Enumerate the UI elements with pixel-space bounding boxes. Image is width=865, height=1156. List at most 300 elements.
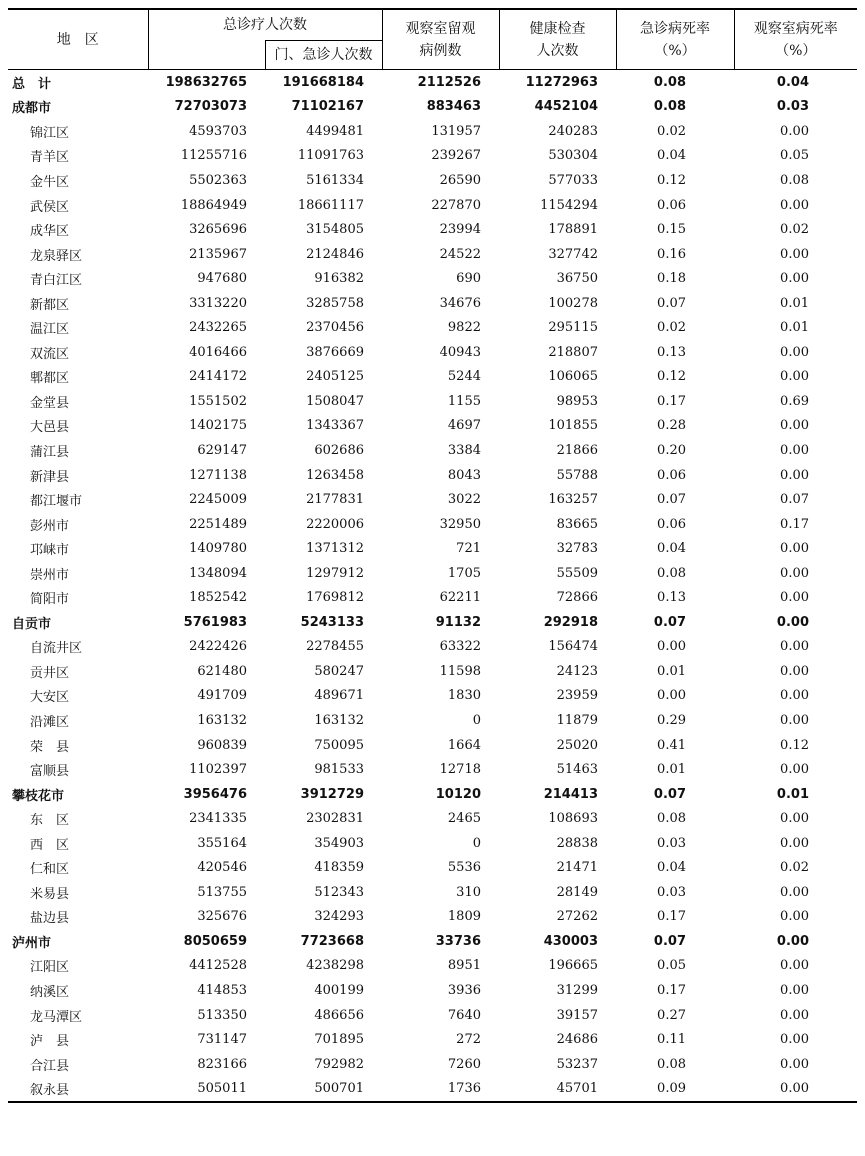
outpatient-emergency-cell: 4499481 bbox=[306, 123, 364, 139]
table-row bbox=[8, 610, 857, 635]
table-row bbox=[8, 242, 857, 267]
outpatient-emergency-cell: 18661117 bbox=[297, 197, 364, 213]
emergency-mortality-cell: 0.20 bbox=[657, 442, 686, 458]
header-observation-mortality bbox=[734, 9, 857, 70]
header-outpatient-emergency: 门、急诊人次数 bbox=[265, 41, 382, 70]
outpatient-emergency-cell: 3912729 bbox=[300, 786, 364, 802]
outpatient-emergency-cell: 1297912 bbox=[306, 565, 364, 581]
health-check-cell: 36750 bbox=[556, 271, 598, 287]
outpatient-emergency-cell: 2370456 bbox=[306, 320, 364, 336]
health-check-cell: 24686 bbox=[556, 1032, 598, 1048]
total-visits-cell: 163132 bbox=[197, 712, 247, 728]
header-health-check-line2: 人次数 bbox=[536, 42, 579, 59]
header-emergency-mortality bbox=[616, 9, 734, 70]
region-name-cell: 成都市 bbox=[12, 101, 52, 117]
observation-cases-cell: 9822 bbox=[447, 320, 481, 336]
table-row bbox=[8, 733, 857, 758]
outpatient-emergency-cell: 5161334 bbox=[306, 172, 364, 188]
table-row bbox=[8, 1027, 857, 1052]
observation-cases-cell: 131957 bbox=[431, 123, 481, 139]
outpatient-emergency-cell: 701895 bbox=[314, 1032, 364, 1048]
total-visits-cell: 2135967 bbox=[189, 246, 247, 262]
outpatient-emergency-cell: 191668184 bbox=[282, 74, 364, 90]
total-visits-cell: 8050659 bbox=[183, 933, 247, 949]
emergency-mortality-cell: 0.27 bbox=[657, 1007, 686, 1023]
table-row bbox=[8, 856, 857, 881]
observation-mortality-cell: 0.00 bbox=[780, 541, 809, 557]
total-visits-cell: 731147 bbox=[197, 1032, 247, 1048]
observation-cases-cell: 272 bbox=[456, 1032, 481, 1048]
emergency-mortality-cell: 0.16 bbox=[657, 246, 686, 262]
outpatient-emergency-cell: 418359 bbox=[314, 860, 364, 876]
emergency-mortality-cell: 0.13 bbox=[657, 344, 686, 360]
health-check-cell: 100278 bbox=[548, 295, 598, 311]
header-observation-mortality-line2: （%） bbox=[775, 42, 817, 59]
observation-cases-cell: 63322 bbox=[439, 639, 481, 655]
health-check-cell: 240283 bbox=[548, 123, 598, 139]
region-name-cell: 自贡市 bbox=[12, 616, 52, 632]
observation-mortality-cell: 0.00 bbox=[780, 811, 809, 827]
health-check-cell: 27262 bbox=[556, 909, 598, 925]
table-row bbox=[8, 659, 857, 684]
total-visits-cell: 72703073 bbox=[174, 99, 247, 115]
observation-mortality-cell: 0.00 bbox=[780, 688, 809, 704]
total-visits-cell: 3956476 bbox=[183, 786, 247, 802]
observation-cases-cell: 1830 bbox=[447, 688, 481, 704]
observation-mortality-cell: 0.00 bbox=[780, 123, 809, 139]
outpatient-emergency-cell: 512343 bbox=[314, 884, 364, 900]
observation-mortality-cell: 0.02 bbox=[780, 222, 809, 238]
observation-mortality-cell: 0.00 bbox=[734, 1076, 857, 1102]
observation-mortality-cell: 0.00 bbox=[780, 369, 809, 385]
health-check-cell: 106065 bbox=[548, 369, 598, 385]
observation-cases-cell: 11598 bbox=[439, 663, 481, 679]
statistics-table bbox=[8, 8, 857, 1103]
region-name-cell: 青白江区 bbox=[30, 273, 83, 289]
observation-cases-cell: 7640 bbox=[447, 1007, 481, 1023]
health-check-cell: 24123 bbox=[556, 663, 598, 679]
outpatient-emergency-cell: 916382 bbox=[314, 271, 364, 287]
header-region: 地 区 bbox=[8, 9, 148, 70]
emergency-mortality-cell: 0.07 bbox=[653, 614, 686, 630]
emergency-mortality-cell: 0.06 bbox=[657, 516, 686, 532]
table-row bbox=[8, 708, 857, 733]
total-visits-cell: 947680 bbox=[197, 271, 247, 287]
emergency-mortality-cell: 0.04 bbox=[657, 860, 686, 876]
health-check-cell: 28838 bbox=[556, 835, 598, 851]
region-name-cell: 温江区 bbox=[30, 322, 70, 338]
health-check-cell: 51463 bbox=[556, 762, 598, 778]
table-row bbox=[8, 266, 857, 291]
emergency-mortality-cell: 0.13 bbox=[657, 590, 686, 606]
total-visits-cell: 355164 bbox=[197, 835, 247, 851]
region-name-cell: 自流井区 bbox=[30, 641, 83, 657]
emergency-mortality-cell: 0.11 bbox=[657, 1032, 686, 1048]
observation-mortality-cell: 0.00 bbox=[780, 663, 809, 679]
observation-cases-cell: 2112526 bbox=[417, 74, 481, 90]
total-visits-cell: 18864949 bbox=[180, 197, 247, 213]
emergency-mortality-cell: 0.01 bbox=[657, 663, 686, 679]
health-check-cell: 28149 bbox=[556, 884, 598, 900]
total-visits-cell: 2251489 bbox=[189, 516, 247, 532]
observation-cases-cell: 2465 bbox=[447, 811, 481, 827]
region-name-cell: 攀枝花市 bbox=[12, 788, 65, 804]
total-visits-cell: 325676 bbox=[197, 909, 247, 925]
emergency-mortality-cell: 0.02 bbox=[657, 320, 686, 336]
outpatient-emergency-cell: 489671 bbox=[314, 688, 364, 704]
outpatient-emergency-cell: 7723668 bbox=[300, 933, 364, 949]
total-visits-cell: 1271138 bbox=[189, 467, 247, 483]
table-row bbox=[8, 880, 857, 905]
health-check-cell: 178891 bbox=[548, 222, 598, 238]
observation-cases-cell: 690 bbox=[456, 271, 481, 287]
health-check-cell: 327742 bbox=[548, 246, 598, 262]
header-health-check bbox=[499, 9, 616, 70]
health-check-cell: 25020 bbox=[556, 737, 598, 753]
observation-cases-cell: 1736 bbox=[382, 1076, 499, 1102]
observation-mortality-cell: 0.00 bbox=[780, 271, 809, 287]
total-visits-cell: 414853 bbox=[197, 983, 247, 998]
health-check-cell: 32783 bbox=[556, 541, 598, 557]
table-row bbox=[8, 487, 857, 512]
total-visits-cell: 1348094 bbox=[189, 565, 247, 581]
region-name-cell: 荣 县 bbox=[30, 739, 70, 755]
observation-cases-cell: 239267 bbox=[431, 148, 481, 164]
region-name-cell: 叙永县 bbox=[8, 1076, 148, 1102]
observation-cases-cell: 883463 bbox=[426, 99, 481, 115]
table-row bbox=[8, 1003, 857, 1028]
region-name-cell: 武侯区 bbox=[30, 199, 70, 215]
total-visits-cell: 621480 bbox=[197, 663, 247, 679]
total-visits-cell: 2245009 bbox=[189, 492, 247, 508]
observation-mortality-cell: 0.00 bbox=[780, 909, 809, 925]
region-name-cell: 仁和区 bbox=[30, 862, 70, 878]
emergency-mortality-cell: 0.12 bbox=[657, 172, 686, 188]
outpatient-emergency-cell: 324293 bbox=[314, 909, 364, 925]
observation-cases-cell: 32950 bbox=[439, 516, 481, 532]
emergency-mortality-cell: 0.03 bbox=[657, 835, 686, 851]
health-check-cell: 218807 bbox=[548, 344, 598, 360]
emergency-mortality-cell: 0.00 bbox=[657, 688, 686, 704]
table-row bbox=[8, 585, 857, 610]
region-name-cell: 郫都区 bbox=[30, 371, 70, 387]
total-visits-cell: 2422426 bbox=[189, 639, 247, 655]
observation-cases-cell: 8951 bbox=[447, 958, 481, 974]
outpatient-emergency-cell: 2220006 bbox=[306, 516, 364, 532]
total-visits-cell: 2341335 bbox=[189, 811, 247, 827]
emergency-mortality-cell: 0.12 bbox=[657, 369, 686, 385]
emergency-mortality-cell: 0.07 bbox=[653, 933, 686, 949]
table-row bbox=[8, 978, 857, 1003]
emergency-mortality-cell: 0.00 bbox=[657, 639, 686, 655]
table-row bbox=[8, 954, 857, 979]
total-visits-cell: 5761983 bbox=[183, 614, 247, 630]
emergency-mortality-cell: 0.06 bbox=[657, 467, 686, 483]
region-name-cell: 新津县 bbox=[30, 469, 70, 485]
observation-mortality-cell: 0.00 bbox=[780, 442, 809, 458]
health-check-cell: 83665 bbox=[556, 516, 598, 532]
outpatient-emergency-cell: 3154805 bbox=[306, 222, 364, 238]
health-check-cell: 1154294 bbox=[540, 197, 598, 213]
outpatient-emergency-cell: 2177831 bbox=[306, 492, 364, 508]
header-emergency-mortality-line1: 急诊病死率 bbox=[640, 20, 710, 37]
emergency-mortality-cell: 0.09 bbox=[616, 1076, 734, 1102]
observation-mortality-cell: 0.00 bbox=[776, 933, 809, 949]
table-row bbox=[8, 119, 857, 144]
emergency-mortality-cell: 0.08 bbox=[657, 1056, 686, 1072]
table-row bbox=[8, 193, 857, 218]
total-visits-cell: 4593703 bbox=[189, 123, 247, 139]
emergency-mortality-cell: 0.08 bbox=[653, 74, 686, 90]
observation-mortality-cell: 0.00 bbox=[780, 958, 809, 974]
region-name-cell: 泸州市 bbox=[12, 935, 52, 951]
outpatient-emergency-cell: 1371312 bbox=[306, 541, 364, 557]
outpatient-emergency-cell: 500701 bbox=[265, 1076, 382, 1102]
observation-cases-cell: 23994 bbox=[439, 222, 481, 238]
header-health-check-line1: 健康检查 bbox=[529, 20, 586, 37]
total-visits-cell: 629147 bbox=[197, 442, 247, 458]
region-name-cell: 金堂县 bbox=[30, 395, 70, 411]
region-name-cell: 新都区 bbox=[30, 297, 70, 313]
region-name-cell: 盐边县 bbox=[30, 911, 70, 927]
emergency-mortality-cell: 0.17 bbox=[657, 909, 686, 925]
observation-mortality-cell: 0.01 bbox=[780, 295, 809, 311]
region-name-cell: 邛崃市 bbox=[30, 543, 70, 559]
health-check-cell: 31299 bbox=[556, 983, 598, 998]
observation-cases-cell: 1809 bbox=[447, 909, 481, 925]
observation-mortality-cell: 0.00 bbox=[780, 590, 809, 606]
table-row bbox=[8, 757, 857, 782]
table-row bbox=[8, 291, 857, 316]
total-visits-cell: 505011 bbox=[148, 1076, 265, 1102]
table-row bbox=[8, 1076, 857, 1102]
total-visits-cell: 4412528 bbox=[189, 958, 247, 974]
total-visits-cell: 491709 bbox=[197, 688, 247, 704]
total-visits-cell: 1102397 bbox=[189, 762, 247, 778]
table-header bbox=[8, 9, 857, 70]
table-row bbox=[8, 684, 857, 709]
region-name-cell: 大安区 bbox=[30, 690, 70, 706]
observation-cases-cell: 7260 bbox=[447, 1056, 481, 1072]
outpatient-emergency-cell: 11091763 bbox=[297, 148, 364, 164]
outpatient-emergency-cell: 3285758 bbox=[306, 295, 364, 311]
emergency-mortality-cell: 0.07 bbox=[657, 492, 686, 508]
outpatient-emergency-cell: 400199 bbox=[314, 983, 364, 998]
observation-mortality-cell: 0.17 bbox=[780, 516, 809, 532]
observation-mortality-cell: 0.00 bbox=[776, 614, 809, 630]
total-visits-cell: 1409780 bbox=[189, 541, 247, 557]
observation-mortality-cell: 0.00 bbox=[780, 1056, 809, 1072]
observation-cases-cell: 91132 bbox=[435, 614, 481, 630]
header-total-visits: 总诊疗人次数 bbox=[148, 9, 382, 41]
total-visits-cell: 11255716 bbox=[180, 148, 247, 164]
table-row bbox=[8, 438, 857, 463]
observation-mortality-cell: 0.04 bbox=[776, 74, 809, 90]
emergency-mortality-cell: 0.08 bbox=[653, 99, 686, 115]
observation-mortality-cell: 0.00 bbox=[780, 835, 809, 851]
emergency-mortality-cell: 0.08 bbox=[657, 811, 686, 827]
health-check-cell: 72866 bbox=[556, 590, 598, 606]
observation-mortality-cell: 0.00 bbox=[780, 197, 809, 213]
observation-mortality-cell: 0.08 bbox=[780, 172, 809, 188]
emergency-mortality-cell: 0.29 bbox=[657, 712, 686, 728]
total-visits-cell: 2414172 bbox=[189, 369, 247, 385]
outpatient-emergency-cell: 4238298 bbox=[306, 958, 364, 974]
emergency-mortality-cell: 0.01 bbox=[657, 762, 686, 778]
table-row bbox=[8, 782, 857, 807]
region-name-cell: 富顺县 bbox=[30, 764, 70, 780]
table-row bbox=[8, 168, 857, 193]
observation-mortality-cell: 0.00 bbox=[780, 712, 809, 728]
outpatient-emergency-cell: 2405125 bbox=[306, 369, 364, 385]
header-observation-mortality-line1: 观察室病死率 bbox=[753, 20, 838, 37]
health-check-cell: 430003 bbox=[543, 933, 598, 949]
table-row bbox=[8, 340, 857, 365]
health-check-cell: 292918 bbox=[543, 614, 598, 630]
header-emergency-mortality-line2: （%） bbox=[654, 42, 696, 59]
header-observation-cases bbox=[382, 9, 499, 70]
emergency-mortality-cell: 0.17 bbox=[657, 983, 686, 998]
region-name-cell: 双流区 bbox=[30, 346, 70, 362]
table-row bbox=[8, 635, 857, 660]
total-visits-cell: 513755 bbox=[197, 884, 247, 900]
region-name-cell: 青羊区 bbox=[30, 150, 70, 166]
observation-cases-cell: 26590 bbox=[439, 172, 481, 188]
observation-cases-cell: 62211 bbox=[439, 590, 481, 606]
health-check-cell: 55509 bbox=[556, 565, 598, 581]
observation-cases-cell: 34676 bbox=[439, 295, 481, 311]
total-visits-cell: 960839 bbox=[197, 737, 247, 753]
observation-cases-cell: 4697 bbox=[447, 418, 481, 434]
table-row bbox=[8, 806, 857, 831]
region-name-cell: 锦江区 bbox=[30, 125, 70, 141]
region-name-cell: 蒲江县 bbox=[30, 444, 70, 460]
region-name-cell: 泸 县 bbox=[30, 1034, 70, 1050]
health-check-cell: 55788 bbox=[556, 467, 598, 483]
emergency-mortality-cell: 0.17 bbox=[657, 393, 686, 409]
region-name-cell: 都江堰市 bbox=[30, 494, 83, 510]
observation-mortality-cell: 0.00 bbox=[780, 884, 809, 900]
region-name-cell: 彭州市 bbox=[30, 518, 70, 534]
emergency-mortality-cell: 0.15 bbox=[657, 222, 686, 238]
health-check-cell: 196665 bbox=[548, 958, 598, 974]
table-row bbox=[8, 70, 857, 95]
health-check-cell: 156474 bbox=[548, 639, 598, 655]
emergency-mortality-cell: 0.08 bbox=[657, 565, 686, 581]
outpatient-emergency-cell: 5243133 bbox=[300, 614, 364, 630]
region-name-cell: 西 区 bbox=[30, 837, 70, 853]
table-row bbox=[8, 463, 857, 488]
outpatient-emergency-cell: 1343367 bbox=[306, 418, 364, 434]
table-row bbox=[8, 217, 857, 242]
outpatient-emergency-cell: 354903 bbox=[314, 835, 364, 851]
total-visits-cell: 1402175 bbox=[189, 418, 247, 434]
region-name-cell: 合江县 bbox=[30, 1058, 70, 1074]
outpatient-emergency-cell: 580247 bbox=[314, 663, 364, 679]
health-check-cell: 11272963 bbox=[525, 74, 598, 90]
health-check-cell: 577033 bbox=[548, 172, 598, 188]
observation-cases-cell: 1705 bbox=[447, 565, 481, 581]
emergency-mortality-cell: 0.05 bbox=[657, 958, 686, 974]
health-check-cell: 23959 bbox=[556, 688, 598, 704]
outpatient-emergency-cell: 981533 bbox=[314, 762, 364, 778]
outpatient-emergency-cell: 163132 bbox=[314, 712, 364, 728]
observation-mortality-cell: 0.00 bbox=[780, 1032, 809, 1048]
total-visits-cell: 3313220 bbox=[189, 295, 247, 311]
observation-cases-cell: 24522 bbox=[439, 246, 481, 262]
total-visits-cell: 1852542 bbox=[189, 590, 247, 606]
health-check-cell: 21471 bbox=[556, 860, 598, 876]
observation-mortality-cell: 0.00 bbox=[780, 418, 809, 434]
emergency-mortality-cell: 0.07 bbox=[653, 786, 686, 802]
table-row bbox=[8, 414, 857, 439]
outpatient-emergency-cell: 1769812 bbox=[306, 590, 364, 606]
health-check-cell: 530304 bbox=[548, 148, 598, 164]
outpatient-emergency-cell: 792982 bbox=[314, 1056, 364, 1072]
observation-cases-cell: 5536 bbox=[447, 860, 481, 876]
total-visits-cell: 420546 bbox=[197, 860, 247, 876]
observation-mortality-cell: 0.69 bbox=[780, 393, 809, 409]
health-check-cell: 4452104 bbox=[534, 99, 598, 115]
observation-mortality-cell: 0.03 bbox=[776, 99, 809, 115]
header-observation-line1: 观察室留观 bbox=[405, 20, 476, 37]
health-check-cell: 101855 bbox=[548, 418, 598, 434]
total-visits-cell: 2432265 bbox=[189, 320, 247, 336]
table-row bbox=[8, 831, 857, 856]
emergency-mortality-cell: 0.06 bbox=[657, 197, 686, 213]
outpatient-emergency-cell: 3876669 bbox=[306, 344, 364, 360]
outpatient-emergency-cell: 750095 bbox=[314, 737, 364, 753]
total-visits-cell: 198632765 bbox=[165, 74, 247, 90]
table-row bbox=[8, 315, 857, 340]
observation-cases-cell: 310 bbox=[456, 884, 481, 900]
observation-mortality-cell: 0.01 bbox=[780, 320, 809, 336]
region-name-cell: 沿滩区 bbox=[30, 714, 70, 730]
outpatient-emergency-cell: 2302831 bbox=[306, 811, 364, 827]
table-body bbox=[8, 70, 857, 1102]
region-name-cell: 简阳市 bbox=[30, 592, 70, 608]
table-row bbox=[8, 389, 857, 414]
emergency-mortality-cell: 0.04 bbox=[657, 541, 686, 557]
observation-cases-cell: 33736 bbox=[435, 933, 481, 949]
observation-mortality-cell: 0.00 bbox=[780, 467, 809, 483]
table-row bbox=[8, 536, 857, 561]
health-check-cell: 11879 bbox=[556, 712, 598, 728]
region-name-cell: 龙马潭区 bbox=[30, 1009, 83, 1025]
table-row bbox=[8, 365, 857, 390]
total-visits-cell: 3265696 bbox=[189, 222, 247, 238]
emergency-mortality-cell: 0.18 bbox=[657, 271, 686, 287]
observation-cases-cell: 40943 bbox=[439, 344, 481, 360]
emergency-mortality-cell: 0.07 bbox=[657, 295, 686, 311]
table-row bbox=[8, 929, 857, 954]
health-check-cell: 21866 bbox=[556, 442, 598, 458]
region-name-cell: 纳溪区 bbox=[30, 985, 70, 1000]
health-check-cell: 295115 bbox=[548, 320, 598, 336]
outpatient-emergency-cell: 1263458 bbox=[306, 467, 364, 483]
observation-cases-cell: 12718 bbox=[439, 762, 481, 778]
health-check-cell: 163257 bbox=[548, 492, 598, 508]
observation-cases-cell: 8043 bbox=[447, 467, 481, 483]
region-name-cell: 成华区 bbox=[30, 224, 70, 240]
observation-cases-cell: 721 bbox=[456, 541, 481, 557]
health-check-cell: 108693 bbox=[548, 811, 598, 827]
total-visits-cell: 513350 bbox=[197, 1007, 247, 1023]
health-check-cell: 45701 bbox=[499, 1076, 616, 1102]
outpatient-emergency-cell: 1508047 bbox=[306, 393, 364, 409]
emergency-mortality-cell: 0.03 bbox=[657, 884, 686, 900]
emergency-mortality-cell: 0.41 bbox=[657, 737, 686, 753]
